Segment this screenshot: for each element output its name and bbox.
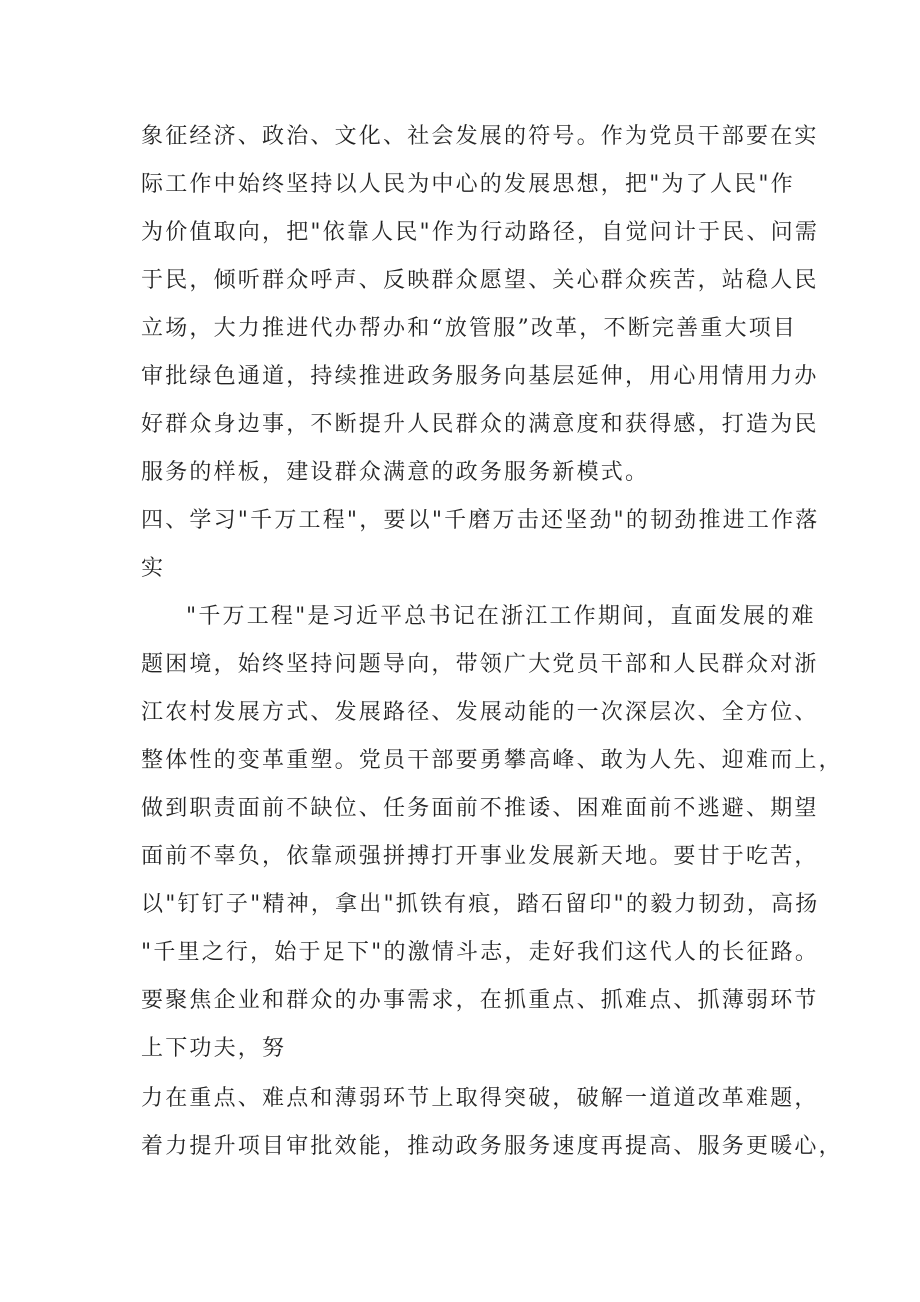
heading-line: 四、学习"千万工程"，要以"千磨万击还坚劲"的韧劲推进工作落 (141, 508, 820, 533)
text-line: 于民，倾听群众呼声、反映群众愿望、关心群众疾苦，站稳人民 (141, 268, 819, 293)
text-line: 好群众身边事，不断提升人民群众的满意度和获得感，打造为民 (141, 412, 819, 437)
text-line: 面前不辜负，依靠顽强拼搏打开事业发展新天地。要甘于吃苦， (141, 844, 819, 869)
text-line: 江农村发展方式、发展路径、发展动能的一次深层次、全方位、 (141, 700, 819, 725)
text-line: 为价值取向，把"依靠人民"作为行动路径，自觉问计于民、问需 (141, 220, 820, 245)
text-line: 整体性的变革重塑。党员干部要勇攀高峰、敢为人先、迎难而上， (141, 748, 843, 773)
text-line: "千里之行，始于足下"的激情斗志，走好我们这代人的长征路。 (141, 940, 820, 965)
section-heading-4 (141, 497, 821, 593)
text-line: 题困境，始终坚持问题导向，带领广大党员干部和人民群众对浙 (141, 652, 819, 677)
text-line: 立场，大力推进代办帮办和“放管服”改革，不断完善重大项目 (141, 316, 798, 341)
text-line: 际工作中始终坚持以人民为中心的发展思想，把"为了人民"作 (141, 172, 795, 197)
text-line: 着力提升项目审批效能，推动政务服务速度再提高、服务更暖心， (141, 1134, 843, 1159)
text-line: 上下功夫，努 (141, 1036, 287, 1061)
text-line: 象征经济、政治、文化、社会发展的符号。作为党员干部要在实 (141, 124, 819, 149)
text-line: 做到职责面前不缺位、任务面前不推诿、困难面前不逃避、期望 (141, 796, 819, 821)
heading-line: 实 (141, 556, 166, 581)
text-line: "千万工程"是习近平总书记在浙江工作期间，直面发展的难 (186, 604, 816, 629)
text-line: 力在重点、难点和薄弱环节上取得突破，破解一道道改革难题， (141, 1086, 819, 1111)
paragraph-people-centered (141, 113, 821, 497)
text-line: 审批绿色通道，持续推进政务服务向基层延伸，用心用情用力办 (141, 364, 819, 389)
text-line: 以"钉钉子"精神，拿出"抓铁有痕，踏石留印"的毅力韧劲，高扬 (141, 892, 820, 917)
text-line: 要聚焦企业和群众的办事需求，在抓重点、抓难点、抓薄弱环节 (141, 988, 819, 1013)
text-line: 服务的样板，建设群众满意的政务服务新模式。 (141, 460, 650, 485)
paragraph-qianwan-project (141, 593, 843, 1073)
paragraph-continuation (141, 1075, 843, 1171)
